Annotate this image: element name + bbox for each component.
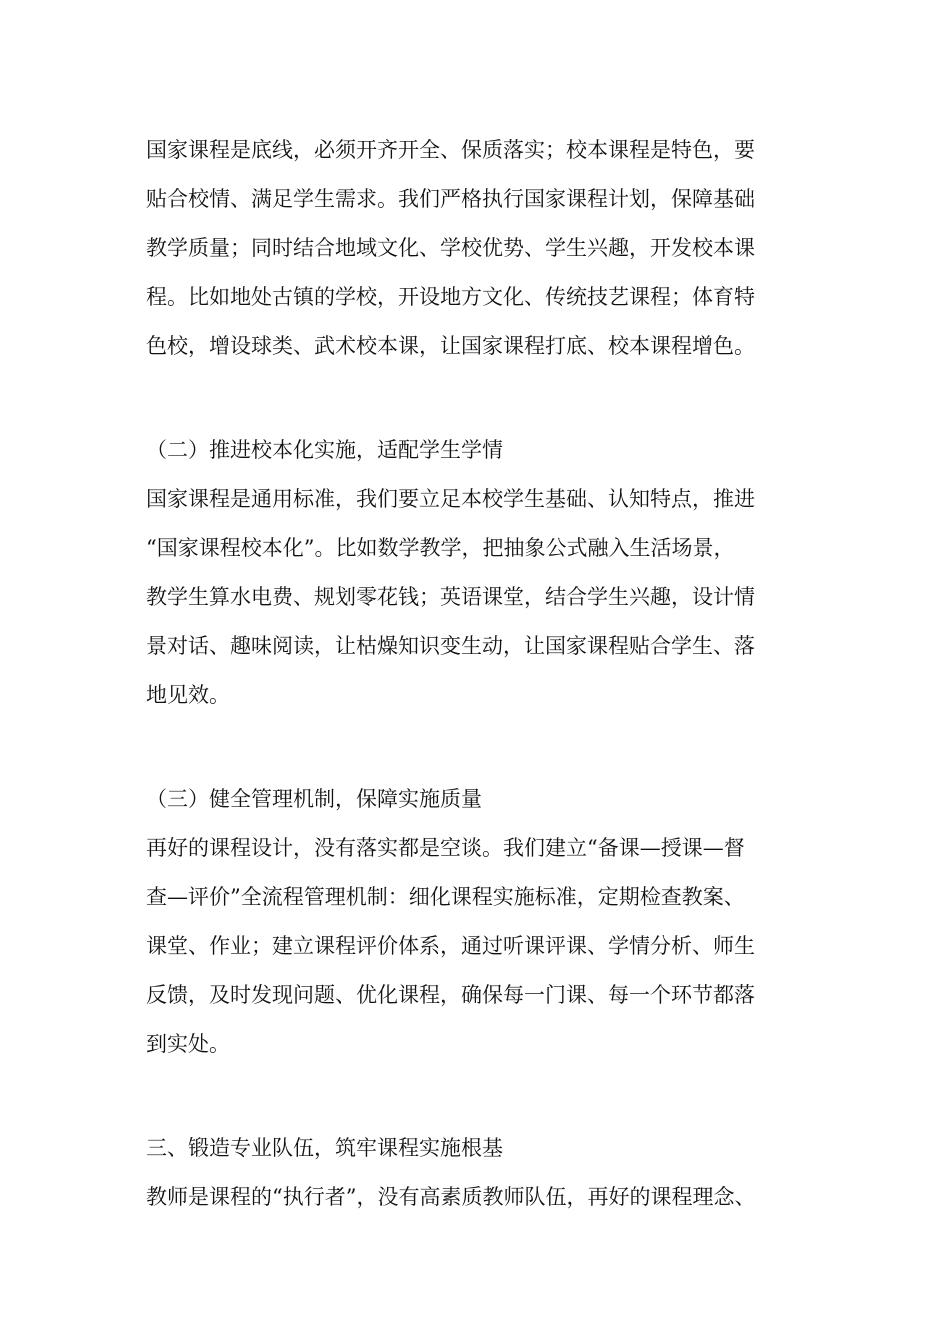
paragraph-line: 查—评价”全流程管理机制：细化课程实施标准，定期检查教案、 xyxy=(146,885,745,909)
paragraph-line: 地见效。 xyxy=(146,683,230,707)
section-heading: （三）健全管理机制，保障实施质量 xyxy=(146,787,482,811)
paragraph-line: 教学生算水电费、规划零花钱；英语课堂，结合学生兴趣，设计情 xyxy=(146,585,755,609)
paragraph-line: 反馈，及时发现问题、优化课程，确保每一门课、每一个环节都落 xyxy=(146,983,755,1007)
paragraph-line: “国家课程校本化”。比如数学教学，把抽象公式融入生活场景， xyxy=(146,536,735,560)
paragraph-line: 程。比如地处古镇的学校，开设地方文化、传统技艺课程；体育特 xyxy=(146,285,755,309)
paragraph-line: 教师是课程的“执行者”，没有高素质教师队伍，再好的课程理念、 xyxy=(146,1185,756,1209)
paragraph-line: 贴合校情、满足学生需求。我们严格执行国家课程计划，保障基础 xyxy=(146,187,755,211)
paragraph-line: 到实处。 xyxy=(146,1032,230,1056)
section-heading: （二）推进校本化实施，适配学生学情 xyxy=(146,438,503,462)
paragraph-line: 色校，增设球类、武术校本课，让国家课程打底、校本课程增色。 xyxy=(146,334,755,358)
paragraph-line: 国家课程是底线，必须开齐开全、保质落实；校本课程是特色，要 xyxy=(146,138,755,162)
part-heading: 三、锻造专业队伍，筑牢课程实施根基 xyxy=(146,1136,503,1160)
paragraph-line: 国家课程是通用标准，我们要立足本校学生基础、认知特点，推进 xyxy=(146,487,755,511)
paragraph-line: 再好的课程设计，没有落实都是空谈。我们建立“备课—授课—督 xyxy=(146,836,745,860)
paragraph-line: 景对话、趣味阅读，让枯燥知识变生动，让国家课程贴合学生、落 xyxy=(146,634,755,658)
paragraph-line: 课堂、作业；建立课程评价体系，通过听课评课、学情分析、师生 xyxy=(146,934,755,958)
paragraph-line: 教学质量；同时结合地域文化、学校优势、学生兴趣，开发校本课 xyxy=(146,236,755,260)
